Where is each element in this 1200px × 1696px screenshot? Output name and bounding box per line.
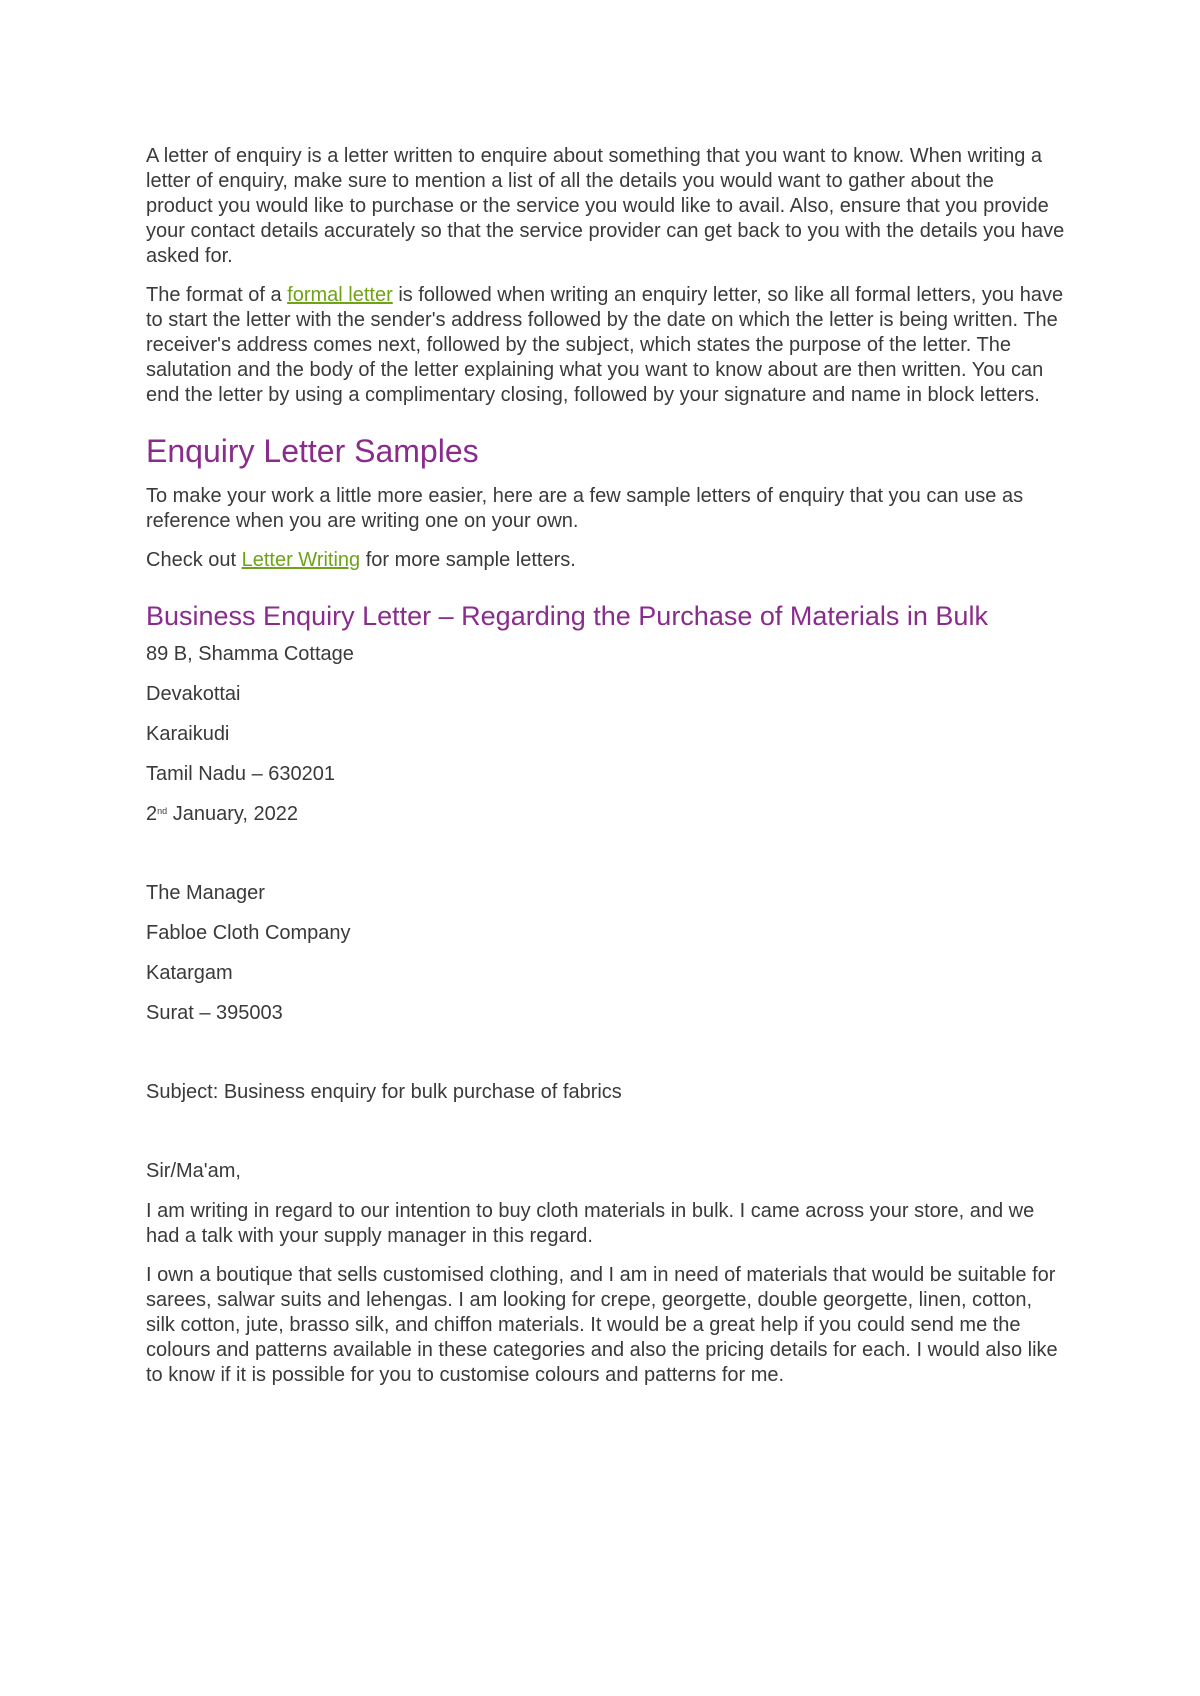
sender-address-line: Karaikudi xyxy=(146,723,230,745)
letter-writing-link[interactable]: Letter Writing xyxy=(241,549,361,571)
intro-p2-text-after: is followed when writing an enquiry letter, so like all formal letters, you have to start the letter with the sender's address followed by the date on which the letter is being written. The receiver's address comes next, followed by the subject, which states the purpose of the letter. The salutation and the body of the letter explaining what you want to know about are then written. You can end the letter by using a complimentary closing, followed by your signature and name in block letters. xyxy=(146,284,1064,406)
date-ordinal-suffix: nd xyxy=(157,806,168,816)
date-month-year: January, 2022 xyxy=(167,803,298,825)
spacer xyxy=(146,1120,1066,1159)
letter-date xyxy=(146,802,1066,827)
spacer xyxy=(146,1041,1066,1080)
intro-paragraph-2 xyxy=(146,283,1066,408)
check-out-text-after: for more sample letters. xyxy=(360,549,576,571)
intro-p2-text-before: The format of a xyxy=(146,284,288,306)
check-out-text-before: Check out xyxy=(146,549,242,571)
letter-body-paragraph: I am writing in regard to our intention to buy cloth materials in bulk. I came across your store, and we had a talk with your supply manager in this regard. xyxy=(146,1200,1035,1247)
spacer xyxy=(146,842,1066,881)
sender-address-line: Devakottai xyxy=(146,683,241,705)
sender-address-line: 89 B, Shamma Cottage xyxy=(146,643,354,665)
document-page xyxy=(146,144,1066,1402)
receiver-address-line: Surat – 395003 xyxy=(146,1002,283,1024)
letter-salutation: Sir/Ma'am, xyxy=(146,1160,241,1182)
samples-heading: Enquiry Letter Samples xyxy=(146,433,479,469)
date-day: 2 xyxy=(146,803,158,825)
letter-subject: Subject: Business enquiry for bulk purchase of fabrics xyxy=(146,1081,622,1103)
letter-body-paragraph: I own a boutique that sells customised clothing, and I am in need of materials that would be suitable for sarees, salwar suits and lehengas. I am looking for crepe, georgette, double georgette, linen, cotton, silk cotton, jute, brasso silk, and chiffon materials. It would be a great help if you could send me the colours and patterns available in these categories and also the pricing details for each. I would also like to know if it is possible for you to customise colours and patterns for me. xyxy=(146,1264,1058,1386)
receiver-address-line: Katargam xyxy=(146,962,233,984)
intro-paragraph-1: A letter of enquiry is a letter written to enquire about something that you want to know. When writing a letter of enquiry, make sure to mention a list of all the details you would want to gather about the product you would like to purchase or the service you would like to avail. Also, ensure that you provide your contact details accurately so that the service provider can get back to you with the details you have asked for. xyxy=(146,145,1065,267)
sender-address-line: Tamil Nadu – 630201 xyxy=(146,763,336,785)
formal-letter-link[interactable]: formal letter xyxy=(287,284,393,306)
receiver-address-line: Fabloe Cloth Company xyxy=(146,922,351,944)
samples-intro: To make your work a little more easier, here are a few sample letters of enquiry that you can use as reference when you are writing one on your own. xyxy=(146,485,1024,532)
check-out-line xyxy=(146,548,1066,573)
receiver-address-line: The Manager xyxy=(146,882,265,904)
business-letter-heading: Business Enquiry Letter – Regarding the Purchase of Materials in Bulk xyxy=(146,601,988,631)
